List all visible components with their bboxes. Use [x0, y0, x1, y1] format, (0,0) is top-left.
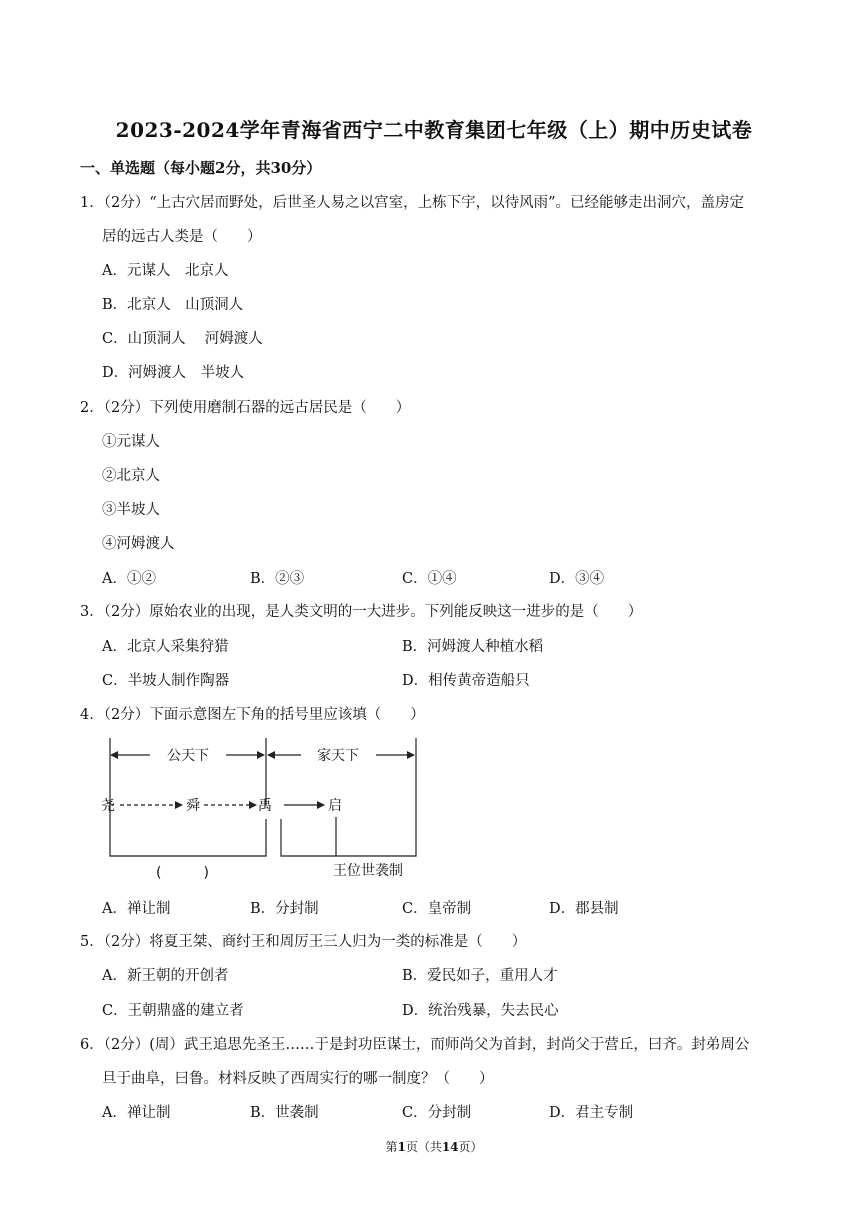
question-3-option-d[interactable]: D．相传黄帝造船只 [402, 673, 530, 689]
question-4-option-c[interactable]: C．皇帝制 [402, 901, 472, 917]
left-header-label: 公天下 [167, 748, 209, 764]
question-6-option-d[interactable]: D．君主专制 [549, 1105, 634, 1121]
question-2-option-b[interactable]: B．②③ [250, 571, 305, 587]
footer-mid: 页（共 [405, 1140, 442, 1154]
question-4-option-a[interactable]: A．禅让制 [102, 901, 171, 917]
question-4-stem: 4．（2分）下面示意图左下角的括号里应该填（ ） [80, 707, 425, 723]
question-6-option-c[interactable]: C．分封制 [402, 1105, 472, 1121]
question-1-option-c[interactable]: C．山顶洞人 河姆渡人 [102, 331, 263, 347]
question-5-option-a[interactable]: A．新王朝的开创者 [102, 968, 229, 984]
footer-suffix: 页） [458, 1140, 483, 1154]
question-3-stem: 3．（2分）原始农业的出现，是人类文明的一大进步。下列能反映这一进步的是（ ） [80, 604, 643, 620]
question-3-option-c[interactable]: C．半坡人制作陶器 [102, 673, 230, 689]
name-shun: 舜 [186, 798, 200, 814]
question-3-option-b[interactable]: B．河姆渡人种植水稻 [402, 639, 544, 655]
footer-prefix: 第 [385, 1140, 398, 1154]
page-footer [0, 1138, 868, 1155]
question-5-option-b[interactable]: B．爱民如子，重用人才 [402, 968, 558, 984]
question-4-option-d[interactable]: D．郡县制 [549, 901, 619, 917]
name-yao: 尧 [101, 798, 115, 814]
question-6-stem-line2: 旦于曲阜，曰鲁。材料反映了西周实行的哪一制度？（ ） [102, 1071, 494, 1087]
footer-total-pages: 14 [441, 1140, 459, 1154]
question-2-item-2: ②北京人 [102, 468, 160, 484]
question-2-item-3: ③半坡人 [102, 502, 160, 518]
section-title: 一、单选题（每小题2分，共30分） [80, 159, 322, 177]
name-yu: 禹 [258, 798, 272, 814]
question-2-item-4: ④河姆渡人 [102, 536, 175, 552]
question-1-stem-line1: 1．（2分）“上古穴居而野处，后世圣人易之以宫室，上栋下宇，以待风雨”。已经能够走出洞穴，盖房定 [80, 195, 745, 211]
question-4-option-b[interactable]: B．分封制 [250, 901, 319, 917]
question-6-option-a[interactable]: A．禅让制 [102, 1105, 171, 1121]
question-1-option-b[interactable]: B．北京人 山顶洞人 [102, 297, 244, 313]
footer-page-number: 1 [397, 1140, 406, 1154]
left-bracket-blank: ( ) [156, 865, 209, 881]
question-5-option-d[interactable]: D．统治残暴，失去民心 [402, 1003, 559, 1019]
right-bracket-label: 王位世袭制 [333, 863, 403, 879]
succession-diagram [100, 735, 425, 885]
question-2-stem: 2．（2分）下列使用磨制石器的远古居民是（ ） [80, 400, 411, 416]
question-5-stem: 5．（2分）将夏王桀、商纣王和周厉王三人归为一类的标准是（ ） [80, 934, 527, 950]
name-qi: 启 [328, 798, 342, 814]
question-2-option-a[interactable]: A．①② [102, 571, 156, 587]
right-header-label: 家天下 [317, 748, 359, 764]
question-6-option-b[interactable]: B．世袭制 [250, 1105, 319, 1121]
question-3-option-a[interactable]: A．北京人采集狩猎 [102, 639, 229, 655]
page-title: 2023-2024学年青海省西宁二中教育集团七年级（上）期中历史试卷 [115, 118, 753, 142]
right-bracket-box [281, 805, 416, 856]
question-1-stem-line2: 居的远古人类是（ ） [102, 229, 262, 245]
question-5-option-c[interactable]: C．王朝鼎盛的建立者 [102, 1003, 244, 1019]
question-6-stem-line1: 6．（2分）(周）武王追思先圣王……于是封功臣谋士，而师尚父为首封，封尚父于营丘，曰齐。封弟周公 [80, 1037, 750, 1053]
question-1-option-d[interactable]: D．河姆渡人 半坡人 [102, 365, 245, 381]
question-2-item-1: ①元谋人 [102, 434, 160, 450]
question-2-option-d[interactable]: D．③④ [549, 571, 605, 587]
question-2-option-c[interactable]: C．①④ [402, 571, 457, 587]
question-1-option-a[interactable]: A．元谋人 北京人 [102, 263, 229, 279]
